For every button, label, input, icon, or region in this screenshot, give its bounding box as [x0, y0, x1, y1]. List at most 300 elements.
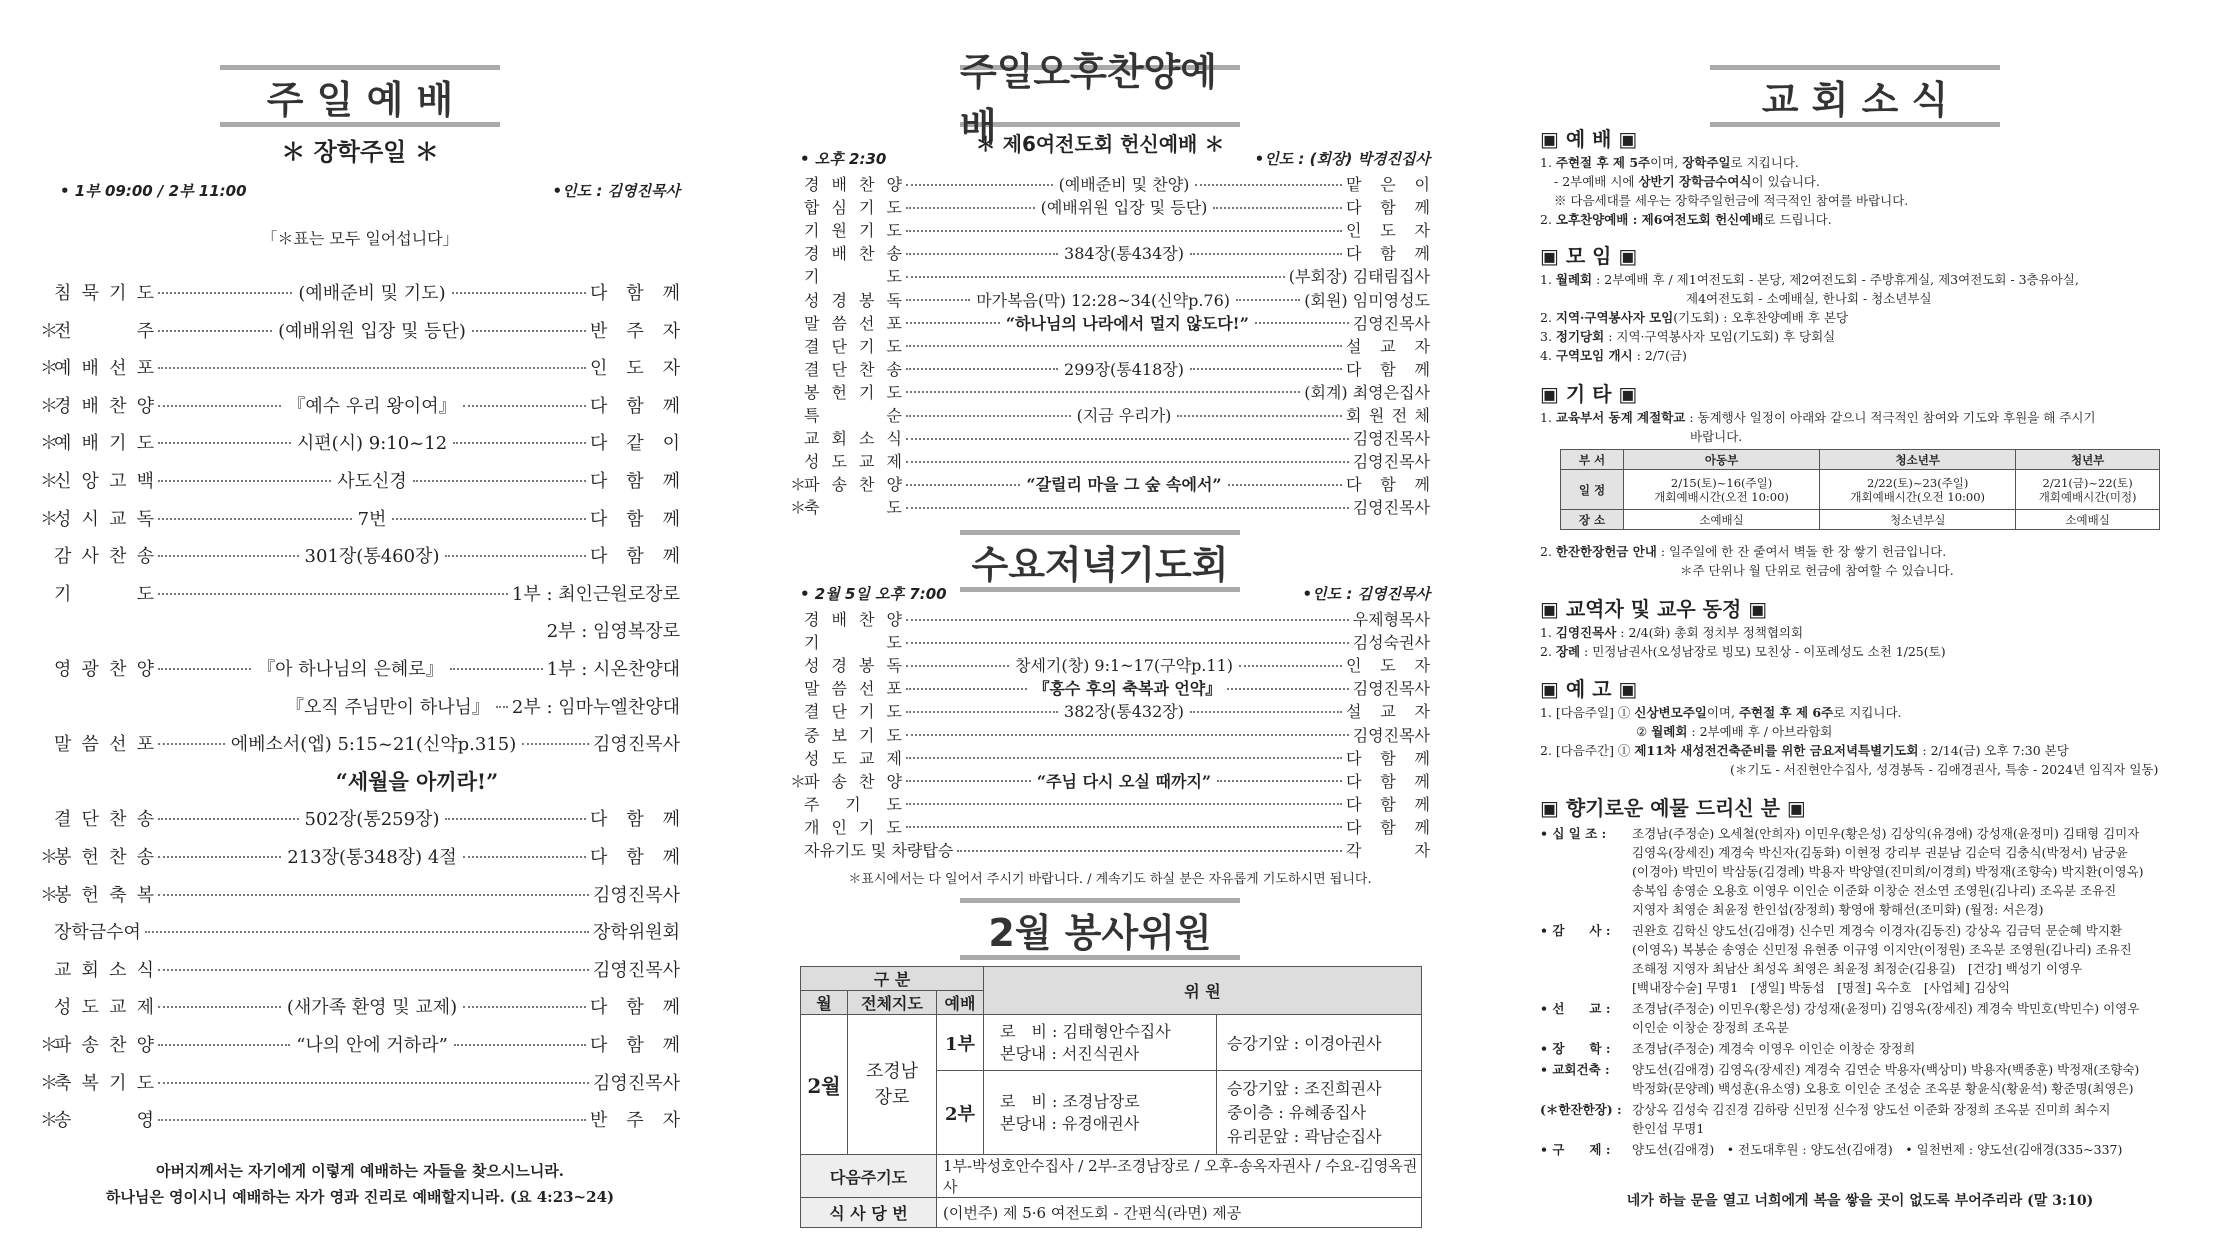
leader-dots [906, 711, 1058, 713]
meeting-line-1: 1. 월례회 : 2부예배 후 / 제1여전도회 - 본당, 제2여전도회 - 주방휴게실, 제3여전도회 - 3층유아실, [1540, 272, 2079, 287]
leader-dots [1228, 484, 1342, 486]
order-row [790, 607, 1430, 630]
order-item-person: 김영진목사 [1352, 679, 1431, 699]
order-item-name: 결 단 기 도 [804, 336, 902, 356]
stand-marker: ＊ [40, 395, 58, 417]
leader-dots [906, 642, 1349, 644]
order-row [40, 840, 680, 872]
order-row [790, 792, 1430, 815]
leader-dots [906, 780, 1031, 782]
staff-line-2: 2. 장례 : 민정남권사(오성남장로 빙모) 모친상 - 이포례성도 소천 1/25(토) [1540, 644, 1946, 659]
order-item-content: 창세기(창) 9:1~17(구약p.11) [1015, 656, 1233, 676]
order-item-person: 다 함 께 [1346, 794, 1430, 814]
leader-dots [906, 184, 1053, 186]
order-item-name: 예 배 선 포 [54, 358, 154, 380]
order-row [790, 699, 1430, 722]
leader-dots [1195, 184, 1342, 186]
order-item-name: 침 묵 기 도 [54, 283, 154, 304]
order-item-name: 말 씀 선 포 [54, 734, 154, 756]
column-sunday-worship [40, 0, 680, 1240]
ev-header-youth: 청소년부 [1820, 450, 2016, 470]
worship-time: • 1부 09:00 / 2부 11:00 [60, 182, 247, 200]
order-item-name: 송 영 [54, 1110, 154, 1132]
order-row [40, 539, 680, 571]
header-service: 예배 [937, 991, 984, 1015]
offering-names: 강상옥 김성숙 김진경 김하랑 신민정 신수정 양도선 이준화 장정희 조옥분 진미희 최수지 [1632, 1102, 2111, 1117]
order-item-person: 인 도 자 [590, 358, 680, 380]
order-item-content: (예배준비 및 찬양) [1058, 175, 1190, 194]
meeting-line-4: 3. 정기당회 : 지역·구역봉사자 모임(기도회) 후 당회실 [1540, 329, 1836, 344]
order-item-name: 특 순 [804, 406, 902, 425]
stand-marker: ＊ [40, 508, 58, 530]
ev-schedule-youth: 2/22(토)~23(주일) 개회예배시간(오전 10:00) [1820, 470, 2016, 510]
leader-dots [1213, 207, 1342, 209]
order-item-content: 사도신경 [337, 471, 407, 492]
leader-dots [158, 668, 251, 670]
month-cell: 2월 [801, 1015, 848, 1155]
order-row [790, 195, 1430, 218]
offering-heading: ▣ 향기로운 예물 드리신 분 ▣ [1540, 796, 1806, 820]
order-item-name: 경 배 찬 양 [804, 175, 902, 194]
offering-category: • 선 교 : [1540, 1001, 1611, 1016]
leader-dots [906, 391, 1300, 393]
leader-dots [158, 330, 272, 332]
order-item-name: 교 회 소 식 [54, 959, 154, 981]
order-item-person: 반 주 자 [590, 1110, 680, 1132]
order-item-person: 다 함 께 [590, 997, 680, 1019]
leader-dots [158, 593, 508, 595]
order-item-person: 다 같 이 [590, 433, 680, 455]
leader-dots [1190, 711, 1342, 713]
leader-dots [1217, 780, 1342, 782]
order-row [40, 276, 680, 308]
leader-dots [158, 480, 331, 482]
leader-dots [392, 518, 586, 520]
order-item-name: 경 배 찬 양 [804, 610, 902, 629]
leader-dots [158, 555, 299, 557]
ev-schedule-young-adult: 2/21(금)~22(토) 개회예배시간(미정) [2016, 470, 2160, 510]
order-row [790, 334, 1430, 357]
overall-cell: 조경남 장로 [848, 1015, 937, 1155]
leader-dots [463, 1006, 586, 1008]
order-row [790, 357, 1430, 380]
order-item-content: 7번 [357, 508, 387, 530]
order-row [40, 953, 680, 985]
service-1-members [984, 1015, 1217, 1071]
etc-line-2: 바랍니다. [1690, 429, 1743, 444]
order-item-person: 다 함 께 [590, 847, 680, 868]
offering-names: 박정화(문양례) 백성훈(유소영) 오용호 이인순 조성순 조옥분 황윤식(황윤석) 황준명(최영은) [1632, 1081, 2134, 1096]
leader-dots [906, 484, 1020, 486]
wednesday-time: • 2월 5일 오후 7:00 [800, 585, 947, 603]
order-item-content: 301장(통460장) [304, 546, 440, 568]
leader-dots [906, 230, 1342, 232]
meal-duty-value: (이번주) 제 5·6 여전도회 - 간편식(라면) 제공 [937, 1198, 1422, 1228]
stand-marker: ＊ [40, 1072, 58, 1094]
leader-dots [158, 442, 291, 444]
ev-row-place: 장 소 [1561, 510, 1624, 530]
leader-dots [906, 345, 1342, 347]
order-item-person: 2부 : 임마누엘찬양대 [511, 696, 680, 718]
order-row [40, 577, 680, 609]
service-2: 2부 [937, 1071, 984, 1155]
order-item-name: 봉 헌 찬 송 [54, 847, 154, 868]
order-item-name: 감 사 찬 송 [54, 546, 154, 568]
order-item-person: 다 함 께 [1346, 817, 1430, 837]
order-row [40, 1028, 680, 1060]
order-item-name: 신 앙 고 백 [54, 471, 154, 492]
order-item-person: 김영진목사 [1352, 498, 1430, 518]
leader-dots [906, 253, 1058, 255]
order-item-person: 김영진목사 [1352, 313, 1431, 333]
leader-dots [906, 368, 1058, 370]
verse-line-1: 아버지께서는 자기에게 이렇게 예배하는 자들을 찾으시느니라. [155, 1162, 565, 1180]
order-row [40, 802, 680, 834]
meeting-heading: ▣ 모 임 ▣ [1540, 244, 1638, 268]
order-item-person: 반 주 자 [590, 320, 680, 342]
order-item-person: (회원) 임미영성도 [1304, 290, 1431, 310]
order-item-name: 영 광 찬 양 [54, 659, 154, 680]
order-item-person: 인 도 자 [1346, 656, 1430, 676]
order-row [790, 472, 1430, 495]
leader-dots [158, 518, 352, 520]
worship-line-1: 1. 주현절 후 제 5주이며, 장학주일로 지킵니다. [1540, 155, 1799, 170]
order-row [790, 495, 1430, 518]
volunteers-title: 2월 봉사위원 [960, 898, 1240, 960]
leader-dots [453, 442, 586, 444]
leader-dots [158, 1082, 589, 1084]
order-item-content: 382장(통432장) [1064, 702, 1184, 722]
leader-dots [906, 299, 970, 301]
order-item-name: 성 경 봉 독 [804, 290, 902, 310]
leader-dots [1227, 688, 1348, 690]
order-row [40, 614, 680, 646]
notice-heading: ▣ 예 고 ▣ [1540, 677, 1638, 701]
order-item-person: 김영진목사 [593, 1072, 680, 1094]
service-2-other [1216, 1071, 1421, 1155]
order-item-name: 결 단 찬 송 [804, 359, 902, 379]
order-item-person: 장학위원회 [593, 922, 680, 944]
leader-dots [906, 734, 1349, 736]
sanctuary-1: 본당내 : 서진식권사 [1000, 1043, 1140, 1063]
next-prayer-label: 다음주기도 [801, 1155, 937, 1198]
leader-dots [906, 415, 1071, 417]
order-item-name: 성 시 교 독 [54, 508, 154, 530]
order-row [40, 426, 680, 458]
offering-names: 조경남(주정순) 오세철(안희자) 이민우(황은성) 김상익(유경애) 강성재(윤정미) 김태형 김미자 [1632, 826, 2140, 841]
leader-dots [158, 856, 281, 858]
order-item-name: 축 도 [804, 498, 902, 518]
leader-dots [906, 322, 1000, 324]
order-row [790, 723, 1430, 746]
order-item-content: (예배위원 입장 및 등단) [278, 320, 466, 342]
order-item-name: 성 도 교 제 [54, 997, 154, 1019]
leader-dots [158, 1119, 586, 1121]
leader-dots [1239, 665, 1342, 667]
order-item-name: 결 단 찬 송 [54, 809, 154, 831]
ev-place-young-adult: 소예배실 [2016, 510, 2160, 530]
order-item-content: 마가복음(막) 12:28~34(신약p.76) [976, 290, 1231, 310]
leader-dots [445, 818, 586, 820]
order-item-name: 파 송 찬 양 [804, 475, 902, 495]
offering-names: 한인섭 무명1 [1632, 1121, 1705, 1136]
leader-dots [445, 555, 586, 557]
order-item-person: 다 함 께 [590, 546, 680, 568]
column-afternoon-worship [790, 0, 1430, 1240]
stand-marker: ＊ [40, 358, 58, 380]
offering-names: 조경남(주정순) 계경숙 이영우 이인순 이창순 장정희 [1632, 1041, 1916, 1056]
offering-names: 조해정 지영자 최남산 최성옥 최영은 최윤정 최정순(김용길) [건강] 백성기 이영우 [1632, 961, 2083, 976]
stand-marker: ＊ [40, 320, 58, 342]
order-item-name: 경 배 찬 양 [54, 395, 154, 417]
leader-dots [1236, 299, 1300, 301]
order-item-person: 김영진목사 [593, 959, 680, 981]
order-item-person: 다 함 께 [1346, 359, 1430, 379]
order-item-name: 봉 헌 기 도 [804, 382, 902, 402]
leader-dots [906, 438, 1349, 440]
order-item-person: 다 함 께 [590, 508, 680, 530]
section-subtitle: ＊ 제6여전도회 헌신예배 ＊ [975, 132, 1225, 156]
stand-marker: ＊ [790, 771, 807, 791]
section-title: 주일오후찬양예배 [960, 65, 1240, 127]
order-row [790, 218, 1430, 241]
lobby-1: 로 비 : 김태형안수집사 [1000, 1021, 1171, 1041]
order-row [790, 403, 1430, 426]
section-subtitle: ＊ 장학주일 ＊ [281, 138, 439, 166]
glassdoor-2: 유리문앞 : 곽남순집사 [1226, 1126, 1382, 1146]
order-row [40, 652, 680, 684]
offering-names: 권완호 김학신 양도선(김애경) 신수민 계경숙 이경자(김동진) 강상옥 김금덕 문순혜 박지환 [1632, 923, 2122, 938]
order-item-name: 교 회 소 식 [804, 429, 902, 449]
order-item-name: 기 도 [54, 583, 154, 605]
order-item-person: 김영진목사 [593, 734, 680, 756]
order-row [790, 241, 1430, 264]
worship-leader: •인도 : 김영진목사 [552, 182, 680, 200]
etc-heading: ▣ 기 타 ▣ [1540, 382, 1638, 406]
order-item-person: 김영진목사 [1352, 725, 1430, 745]
order-item-person: 김영진목사 [1352, 429, 1430, 449]
notice-line-1: 1. [다음주일] ① 신상변모주일이며, 주현절 후 제 6주로 지킵니다. [1540, 705, 1902, 720]
leader-dots [472, 330, 586, 332]
order-row [790, 838, 1430, 861]
order-item-name: 성 도 교 제 [804, 748, 902, 768]
worship-leader: •인도 : (회장) 박경진집사 [1254, 150, 1430, 168]
order-item-person: 김영진목사 [593, 884, 680, 906]
order-item-person: 다 함 께 [1346, 771, 1431, 791]
order-item-content: (지금 우리가) [1076, 406, 1172, 425]
section-title: 교 회 소 식 [1710, 65, 2000, 127]
order-item-person: 인 도 자 [1346, 221, 1430, 241]
order-item-name: 자유기도 및 차량탑승 [804, 841, 954, 860]
column-church-news [1540, 0, 2180, 1240]
wednesday-note: ＊표시에서는 다 일어서 주시기 바랍니다. / 계속기도 하실 분은 자유롭게 기도하시면 됩니다. [848, 872, 1372, 887]
order-row [40, 878, 680, 910]
leader-dots [906, 826, 1342, 828]
order-item-content: (예배위원 입장 및 등단) [1040, 198, 1208, 218]
worship-time: • 오후 2:30 [800, 150, 887, 168]
order-item-person: 각 자 [1346, 841, 1430, 860]
ev-row-schedule: 일 정 [1561, 470, 1624, 510]
leader-dots [1190, 253, 1342, 255]
header-gubun: 구 분 [801, 967, 984, 991]
stand-marker: ＊ [790, 498, 807, 518]
offering-names: 지영자 최영순 최윤정 한인섭(장정희) 황영애 황해선(조미화) (월정: 서은경) [1632, 902, 2044, 917]
leader-dots [145, 931, 589, 933]
staff-heading: ▣ 교역자 및 교우 동정 ▣ [1540, 597, 1768, 621]
order-item-person: 다 함 께 [590, 809, 680, 831]
order-item-person: 다 함 께 [1346, 198, 1431, 218]
order-item-name: 봉 헌 축 복 [54, 884, 154, 906]
order-item-content: “하나님의 나라에서 멀지 않도다!” [1005, 313, 1249, 333]
order-item-name: 기 도 [804, 633, 902, 653]
order-row [790, 426, 1430, 449]
leader-dots [1255, 322, 1349, 324]
order-item-content: 『홍수 후의 축복과 언약』 [1033, 679, 1222, 699]
order-item-name: 합 심 기 도 [804, 198, 902, 218]
header-members: 위 원 [984, 967, 1422, 1015]
etc-line-3: 2. 한잔한장헌금 안내 : 일주일에 한 잔 줄여서 벽돌 한 장 쌓기 헌금입니다. [1540, 544, 1947, 559]
order-item-person: (회계) 최영은집사 [1304, 382, 1430, 402]
leader-dots [906, 507, 1349, 509]
stand-marker: ＊ [40, 847, 58, 868]
offering-names: 양도선(김애경) • 전도대후원 : 양도선(김애경) • 일천번제 : 양도선(김애경(335~337) [1632, 1142, 2123, 1157]
order-item-content: “세월을 아끼라!” [335, 768, 499, 794]
offering-names: 조경남(주정순) 이민우(황은성) 강성재(윤정미) 김영옥(장세진) 계경숙 박민호(박민수) 이영우 [1632, 1001, 2140, 1016]
offering-names: 양도선(김애경) 김영옥(장세진) 계경숙 김연순 박용자(백상미) 박용자(백종훈) 박정재(조향숙) [1632, 1062, 2140, 1077]
order-row [790, 264, 1430, 287]
closing-verse: 네가 하늘 문을 열고 너희에게 복을 쌓을 곳이 없도록 부어주리라 (말 3:10) [1626, 1193, 2094, 1209]
order-row [40, 389, 680, 421]
order-item-name: 성 경 봉 독 [804, 656, 902, 676]
next-prayer-value: 1부-박성호안수집사 / 2부-조경남장로 / 오후-송옥자권사 / 수요-김영옥권사 [937, 1155, 1422, 1198]
offering-category: (＊한잔한장) : [1540, 1102, 1622, 1117]
stand-marker: ＊ [40, 884, 58, 906]
order-item-person: 다 함 께 [590, 395, 680, 417]
offering-names: (이경아) 박민이 박삼동(김경례) 박용자 박양열(진미희/이경희) 박정재(조향숙) 박지환(이영옥) [1632, 864, 2144, 879]
stand-marker: ＊ [40, 1110, 58, 1132]
order-item-name: 예 배 기 도 [54, 433, 154, 455]
mezzanine-2: 중이층 : 유혜종집사 [1226, 1102, 1367, 1122]
order-item-content: (새가족 환영 및 교제) [286, 997, 458, 1019]
notice-line-4: (＊기도 - 서진현안수집사, 성경봉독 - 김애경권사, 특송 - 2024년 임직자 일동) [1730, 762, 2159, 777]
order-item-person: 설 교 자 [1346, 702, 1430, 722]
order-item-content: 『오직 주님만이 하나님』 [285, 696, 490, 718]
leader-dots [158, 818, 299, 820]
order-item-content: 시편(시) 9:10~12 [296, 433, 448, 455]
meal-duty-label: 식 사 당 번 [801, 1198, 937, 1228]
order-item-content: 『예수 우리 왕이여』 [287, 395, 457, 417]
order-row [40, 502, 680, 534]
leader-dots [1177, 415, 1342, 417]
notice-line-3: 2. [다음주간] ① 제11차 새성전건축준비를 위한 금요저녁특별기도회 : 2/14(금) 오후 7:30 본당 [1540, 743, 2069, 758]
order-item-person: 다 함 께 [590, 1035, 680, 1056]
volunteer-table [800, 966, 1422, 1228]
leader-dots [413, 480, 586, 482]
leader-dots [906, 757, 1342, 759]
order-item-name: 결 단 기 도 [804, 702, 902, 722]
ev-place-youth: 청소년부실 [1820, 510, 2016, 530]
order-item-content: 299장(통418장) [1064, 359, 1184, 379]
order-item-name: 말 씀 선 포 [804, 313, 902, 333]
leader-dots [454, 1044, 586, 1046]
leader-dots [906, 276, 1285, 278]
order-row [790, 288, 1430, 311]
order-item-content: 213장(통348장) 4절 [287, 847, 457, 868]
ev-schedule-children: 2/15(토)~16(주일) 개회예배시간(오전 10:00) [1624, 470, 1820, 510]
order-item-name: 중 보 기 도 [804, 725, 902, 745]
order-item-content: 『아 하나님의 은혜로』 [257, 659, 444, 680]
order-item-name: 경 배 찬 송 [804, 244, 902, 264]
order-item-person: 회 원 전 체 [1346, 406, 1431, 425]
sanctuary-2: 본당내 : 유경애권사 [1000, 1113, 1140, 1133]
order-item-content: “나의 안에 거하라” [296, 1035, 448, 1056]
worship-line-4: 2. 오후찬양예배 : 제6여전도회 헌신예배로 드립니다. [1540, 212, 1832, 227]
verse-line-2: 하나님은 영이시니 예배하는 자가 영과 진리로 예배할지니라. (요 4:23~24) [105, 1188, 615, 1206]
order-item-person: 1부 : 최인근원로장로 [511, 583, 680, 605]
order-item-content: 에베소서(엡) 5:15~21(신약p.315) [230, 734, 517, 756]
order-row [40, 915, 680, 947]
leader-dots [496, 706, 508, 708]
leader-dots [158, 1006, 281, 1008]
leader-dots [463, 856, 586, 858]
leader-dots [906, 461, 1349, 463]
leader-dots [158, 894, 589, 896]
leader-dots [1190, 368, 1342, 370]
offering-category: • 십 일 조 : [1540, 826, 1607, 841]
order-row [790, 676, 1430, 699]
order-item-person: 2부 : 임영복장로 [546, 621, 680, 643]
leader-dots [158, 743, 225, 745]
leader-dots [463, 405, 586, 407]
order-row [790, 311, 1430, 334]
leader-dots [957, 850, 1342, 852]
stand-marker: ＊ [40, 471, 58, 492]
header-month: 월 [801, 991, 848, 1015]
order-item-name: 축 복 기 도 [54, 1072, 154, 1094]
leader-dots [158, 292, 292, 294]
offering-names: (이영옥) 복봉순 송영순 신민정 유현종 이규영 이지안(이정원) 조옥분 조영원(김나리) 조유진 [1632, 942, 2132, 957]
order-item-name: 기 원 기 도 [804, 221, 902, 241]
elevator-2: 승강기앞 : 조진희권사 [1226, 1078, 1382, 1098]
leader-dots [906, 207, 1035, 209]
leader-dots [906, 619, 1349, 621]
order-item-person: 다 함 께 [1346, 244, 1430, 264]
order-item-person: 김성숙권사 [1352, 633, 1430, 653]
order-item-name: 기 도 [804, 267, 902, 287]
order-item-person: 맡 은 이 [1346, 175, 1431, 194]
order-row [40, 351, 680, 383]
order-item-person: 1부 : 시온찬양대 [546, 659, 680, 680]
elevator-1: 승강기앞 : 이경아권사 [1216, 1015, 1421, 1071]
order-item-person: 다 함 께 [590, 471, 680, 492]
order-item-content: 502장(통259장) [304, 809, 440, 831]
leader-dots [452, 292, 586, 294]
leader-dots [906, 665, 1009, 667]
ev-header-young-adult: 청년부 [2016, 450, 2160, 470]
order-row [790, 172, 1430, 195]
order-item-person: 다 함 께 [590, 283, 680, 304]
service-1: 1부 [937, 1015, 984, 1071]
section-title: 주 일 예 배 [220, 65, 500, 127]
etc-line-4: ＊주 단위나 월 단위로 헌금에 참여할 수 있습니다. [1680, 563, 1954, 578]
offering-names: 김영옥(장세진) 계경숙 박신자(김동화) 이현정 강리부 권분남 김순덕 김충식(박정서) 남궁윤 [1632, 845, 2128, 860]
order-item-content: (예배준비 및 기도) [298, 283, 446, 304]
order-item-content: “주님 다시 오실 때까지” [1036, 771, 1212, 791]
order-row [40, 314, 680, 346]
order-item-content: 384장(통434장) [1064, 244, 1184, 264]
etc-line-1: 1. 교육부서 동계 계절학교 : 동계행사 일정이 아래와 같으니 적극적인 참여와 기도와 후원을 해 주시기 [1540, 410, 2096, 425]
leader-dots [158, 1044, 290, 1046]
